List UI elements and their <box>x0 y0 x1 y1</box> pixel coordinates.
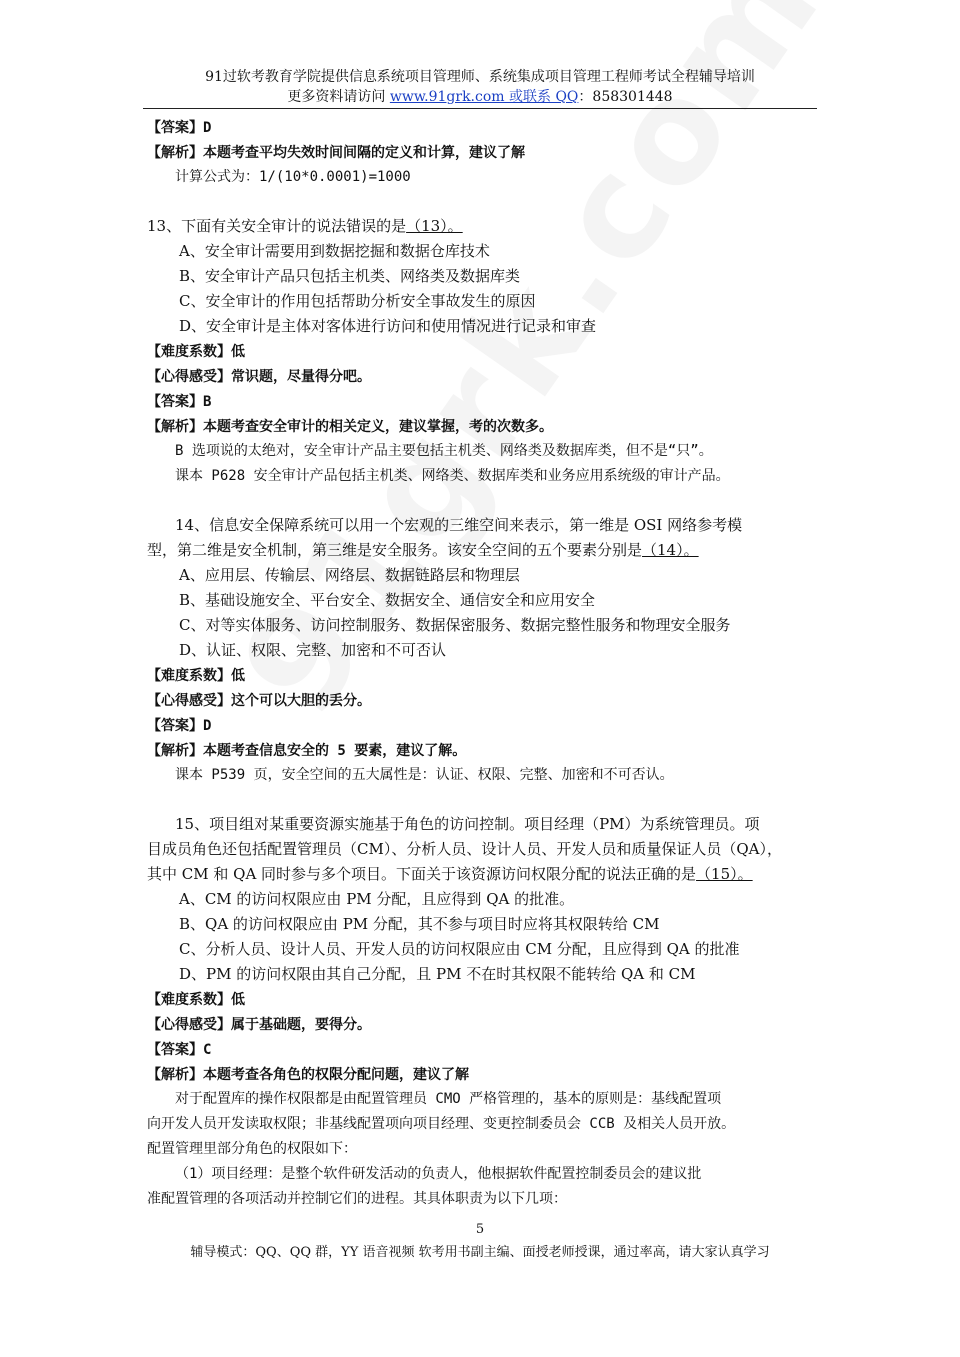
difficulty-line <box>147 339 827 364</box>
question-14-stem-2 <box>147 538 827 563</box>
answer-label: 【答案】 <box>147 120 203 136</box>
question-15-stem-2: 目成员角色还包括配置管理员（CM）、分析人员、设计人员、开发人员和质量保证人员（QA）， <box>147 840 782 858</box>
feeling-line <box>147 364 827 389</box>
footer-text: 辅导模式：QQ、QQ 群，YY 语音视频 软考用书副主编、面授老师授课，通过率高，请大家认真学习 <box>190 1245 770 1260</box>
option-b: B、基础设施安全、平台安全、数据安全、通信安全和应用安全 <box>179 591 596 609</box>
difficulty-label: 【难度系数】 <box>147 992 231 1008</box>
option-c: C、对等实体服务、访问控制服务、数据保密服务、数据完整性服务和物理安全服务 <box>179 616 731 634</box>
header-qq: ：858301448 <box>578 89 673 105</box>
analysis-line <box>147 738 827 763</box>
explanation-line: 课本 P539 页，安全空间的五大属性是：认证、权限、完整、加密和不可否认。 <box>175 767 674 783</box>
explanation-line: （1）项目经理：是整个软件研发活动的负责人，他根据软件配置控制委员会的建议批 <box>175 1166 702 1182</box>
difficulty-label: 【难度系数】 <box>147 344 231 360</box>
header-prefix: 更多资料请访问 <box>287 89 386 105</box>
analysis-label: 【解析】 <box>147 743 203 759</box>
explanation-line: 向开发人员开发读取权限；非基线配置项向项目经理、变更控制委员会 CCB 及相关人员开放。 <box>147 1116 736 1132</box>
document-body <box>147 115 827 1212</box>
analysis-label: 【解析】 <box>147 1067 203 1083</box>
question-14-stem-1: 14、信息安全保障系统可以用一个宏观的三维空间来表示，第一维是 OSI 网络参考模 <box>175 516 743 534</box>
answer-value: B <box>203 394 212 410</box>
difficulty-value: 低 <box>231 992 245 1008</box>
explanation-line: 准配置管理的各项活动并控制它们的进程。其具体职责为以下几项： <box>147 1191 567 1207</box>
difficulty-line <box>147 987 827 1012</box>
header-line-2 <box>140 87 820 107</box>
feeling-label: 【心得感受】 <box>147 693 231 709</box>
option-d: D、PM 的访问权限由其自己分配，且 PM 不在时其权限不能转给 QA 和 CM <box>179 965 696 983</box>
analysis-text: 本题考查各角色的权限分配问题，建议了解 <box>203 1067 469 1083</box>
answer-line <box>147 1037 827 1062</box>
question-14-text: 型，第二维是安全机制，第三维是安全服务。该安全空间的五个要素分别是 <box>147 541 643 559</box>
option-b: B、QA 的访问权限应由 PM 分配，其不参与项目时应将其权限转给 CM <box>179 915 660 933</box>
answer-value: C <box>203 1042 212 1058</box>
feeling-label: 【心得感受】 <box>147 1017 231 1033</box>
analysis-text: 本题考查安全审计的相关定义，建议掌握，考的次数多。 <box>203 419 553 435</box>
difficulty-value: 低 <box>231 668 245 684</box>
question-15-stem-3 <box>147 862 827 887</box>
analysis-line <box>147 1062 827 1087</box>
feeling-text: 这个可以大胆的丢分。 <box>231 693 371 709</box>
option-d: D、认证、权限、完整、加密和不可否认 <box>179 641 447 659</box>
answer-label: 【答案】 <box>147 394 203 410</box>
explanation-line: 对于配置库的操作权限都是由配置管理员 CMO 严格管理的，基本的原则是：基线配置项 <box>175 1091 722 1107</box>
formula-line: 计算公式为：1/(10*0.0001)=1000 <box>175 169 411 185</box>
explanation-line: 配置管理里部分角色的权限如下： <box>147 1141 357 1157</box>
analysis-line <box>147 140 827 165</box>
answer-value: D <box>203 120 212 136</box>
difficulty-line <box>147 663 827 688</box>
website-link[interactable]: www.91grk.com 或联系 QQ <box>389 89 579 105</box>
option-a: A、CM 的访问权限应由 PM 分配，且应得到 QA 的批准。 <box>179 890 575 908</box>
option-a: A、安全审计需要用到数据挖掘和数据仓库技术 <box>179 242 490 260</box>
option-c: C、安全审计的作用包括帮助分析安全事故发生的原因 <box>179 292 536 310</box>
answer-line <box>147 389 827 414</box>
option-c: C、分析人员、设计人员、开发人员的访问权限应由 CM 分配，且应得到 QA 的批准 <box>179 940 740 958</box>
answer-value: D <box>203 718 212 734</box>
option-b: B、安全审计产品只包括主机类、网络类及数据库类 <box>179 267 521 285</box>
question-13-text: 13、下面有关安全审计的说法错误的是 <box>147 217 407 235</box>
difficulty-label: 【难度系数】 <box>147 668 231 684</box>
analysis-text: 本题考查信息安全的 5 要素，建议了解。 <box>203 743 467 759</box>
question-13-blank: （13）。 <box>406 217 463 235</box>
feeling-text: 属于基础题，要得分。 <box>231 1017 371 1033</box>
analysis-label: 【解析】 <box>147 419 203 435</box>
header-rule <box>143 108 817 109</box>
feeling-line <box>147 688 827 713</box>
answer-line <box>147 713 827 738</box>
answer-label: 【答案】 <box>147 1042 203 1058</box>
analysis-label: 【解析】 <box>147 145 203 161</box>
page-number: 5 <box>475 1222 485 1237</box>
option-d: D、安全审计是主体对客体进行访问和使用情况进行记录和审查 <box>179 317 597 335</box>
feeling-text: 常识题，尽量得分吧。 <box>231 369 371 385</box>
difficulty-value: 低 <box>231 344 245 360</box>
feeling-label: 【心得感受】 <box>147 369 231 385</box>
question-15-text: 其中 CM 和 QA 同时参与多个项目。下面关于该资源访问权限分配的说法正确的是 <box>147 865 697 883</box>
feeling-line <box>147 1012 827 1037</box>
question-14-blank: （14）。 <box>642 541 699 559</box>
explanation-line: 课本 P628 安全审计产品包括主机类、网络类、数据库类和业务应用系统级的审计产品。 <box>175 468 730 484</box>
analysis-line <box>147 414 827 439</box>
answer-label: 【答案】 <box>147 718 203 734</box>
question-15-stem-1: 15、项目组对某重要资源实施基于角色的访问控制。项目经理（PM）为系统管理员。项 <box>175 815 760 833</box>
question-13-stem <box>147 214 827 239</box>
answer-line <box>147 115 827 140</box>
header-line-1: 91过软考教育学院提供信息系统项目管理师、系统集成项目管理工程师考试全程辅导培训 <box>205 69 755 85</box>
explanation-line: B 选项说的太绝对，安全审计产品主要包括主机类、网络类及数据库类，但不是“只”。 <box>175 443 713 459</box>
option-a: A、应用层、传输层、网络层、数据链路层和物理层 <box>179 566 520 584</box>
question-15-blank: （15）。 <box>696 865 753 883</box>
analysis-text: 本题考查平均失效时间间隔的定义和计算，建议了解 <box>203 145 525 161</box>
